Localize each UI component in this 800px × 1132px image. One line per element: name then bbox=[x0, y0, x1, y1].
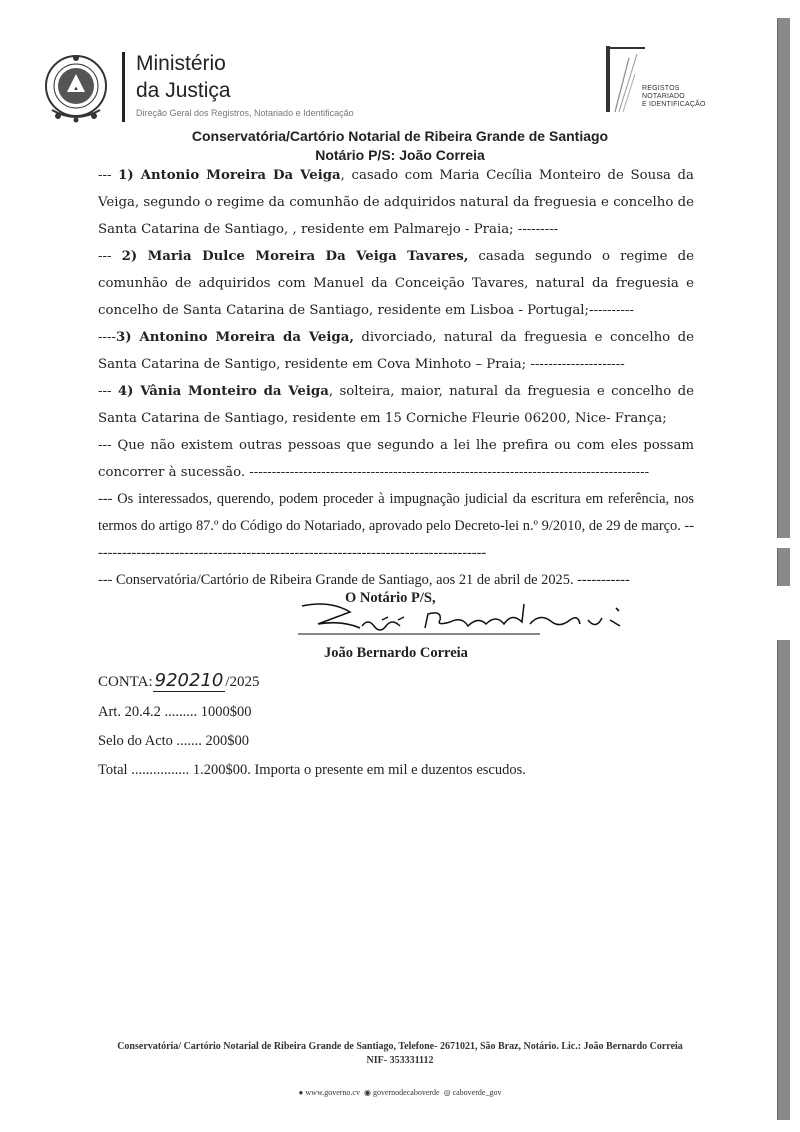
heir-name: 4) Vânia Monteiro da Veiga bbox=[117, 384, 329, 399]
registos-logo-text bbox=[642, 85, 706, 109]
fee-selo: Selo do Acto ....... 200$00 bbox=[98, 733, 250, 749]
facebook-icon: ◉ bbox=[361, 1088, 371, 1097]
signature-role: O Notário P/S, bbox=[345, 590, 436, 606]
svg-text:▲: ▲ bbox=[73, 86, 79, 92]
reg-line3: E IDENTIFICAÇÃO bbox=[642, 101, 706, 108]
ministry-subtitle: Direção Geral dos Registros, Notariado e Identificação bbox=[136, 108, 354, 118]
fee-art: Art. 20.4.2 ......... 1000$00 bbox=[98, 704, 252, 720]
heir-paragraph: --- 2) Maria Dulce Moreira Da Veiga Tavares, casada segundo o regime de comunhão de adquiridos com Manuel da Conceição Tavares, natural da freguesia e concelho de Santa Catarina de Santiago, residente em Lisboa - Portugal;---------- bbox=[98, 249, 694, 318]
account-line bbox=[98, 670, 260, 691]
header-divider bbox=[122, 52, 125, 122]
heir-paragraph: --- 1) Antonio Moreira Da Veiga, casado com Maria Cecília Monteiro de Sousa da Veiga, segundo o regime da comunhão de adquiridos natural da freguesia e concelho de Santa Catarina de Santiago, , residente em Palmarejo - Praia; --------- bbox=[98, 168, 694, 237]
scan-edge-mark-middle bbox=[777, 548, 790, 586]
ministry-line1: Ministério bbox=[136, 52, 226, 75]
reg-line1: REGISTOS bbox=[642, 85, 680, 92]
scan-edge-mark-top bbox=[777, 18, 790, 538]
account-label: CONTA: bbox=[98, 674, 153, 690]
fee-total: Total ................ 1.200$00. Importa o presente em mil e duzentos escudos. bbox=[98, 762, 526, 778]
account-number: 920210 bbox=[154, 670, 224, 691]
footer-address: Conservatória/ Cartório Notarial de Ribeira Grande de Santiago, Telefone- 2671021, São Braz, Notário. Lic.: João Bernardo Correia NIF- 353331112 bbox=[117, 1041, 683, 1066]
instagram-link[interactable]: caboverde_gov bbox=[452, 1088, 502, 1097]
letterhead bbox=[30, 40, 770, 130]
heir-name: 1) Antonio Moreira Da Veiga bbox=[118, 168, 341, 183]
social-links bbox=[0, 1088, 800, 1097]
heir-name: 2) Maria Dulce Moreira Da Veiga Tavares, bbox=[121, 249, 469, 264]
document-body bbox=[98, 162, 694, 594]
handwritten-signature bbox=[290, 598, 650, 646]
republic-seal-icon bbox=[38, 50, 114, 126]
impugnation-clause: --- Os interessados, querendo, podem proceder à impugnação judicial da escritura em referência, nos termos do artigo 87.º do Código do Notariado, aprovado pelo Decreto-lei n.º 9/2010, de 29 de março. ----------------------------------------------------------------------------------- bbox=[98, 491, 694, 561]
office-title: Conservatória/Cartório Notarial de Ribeira Grande de Santiago bbox=[191, 128, 609, 144]
signature-block bbox=[290, 590, 650, 670]
scan-edge-mark-bottom bbox=[777, 640, 790, 1120]
instagram-icon: ◎ bbox=[441, 1088, 451, 1097]
signatory-name: João Bernardo Correia bbox=[324, 645, 468, 661]
place-date: --- Conservatória/Cartório de Ribeira Grande de Santiago, aos 21 de abril de 2025. ----------- bbox=[98, 572, 630, 588]
notary-title: Notário P/S: João Correia bbox=[315, 147, 485, 163]
reg-line2: NOTARIADO bbox=[642, 93, 685, 100]
no-other-heirs-clause: --- Que não existem outras pessoas que segundo a lei lhe prefira ou com eles possam concorrer à sucessão. ----------------------------------------------------------------------------------------- bbox=[98, 438, 694, 480]
heir-paragraph: ----3) Antonino Moreira da Veiga, divorciado, natural da freguesia e concelho de Santa Catarina de Santigo, residente em Cova Minhoto – Praia; --------------------- bbox=[98, 330, 694, 372]
globe-icon: ● bbox=[298, 1088, 304, 1097]
ministry-name bbox=[136, 50, 354, 119]
heir-name: 3) Antonino Moreira da Veiga, bbox=[115, 330, 354, 345]
ministry-line2: da Justiça bbox=[136, 79, 231, 102]
heir-paragraph: --- 4) Vânia Monteiro da Veiga, solteira, maior, natural da freguesia e concelho de Santa Catarina de Santiago, residente em 15 Corniche Fleurie 06200, Nice- França; bbox=[98, 384, 695, 426]
account-year: /2025 bbox=[225, 674, 260, 690]
fees-block bbox=[98, 698, 526, 785]
site-link[interactable]: www.governo.cv bbox=[305, 1088, 360, 1097]
facebook-link[interactable]: governodecaboverde bbox=[372, 1088, 440, 1097]
